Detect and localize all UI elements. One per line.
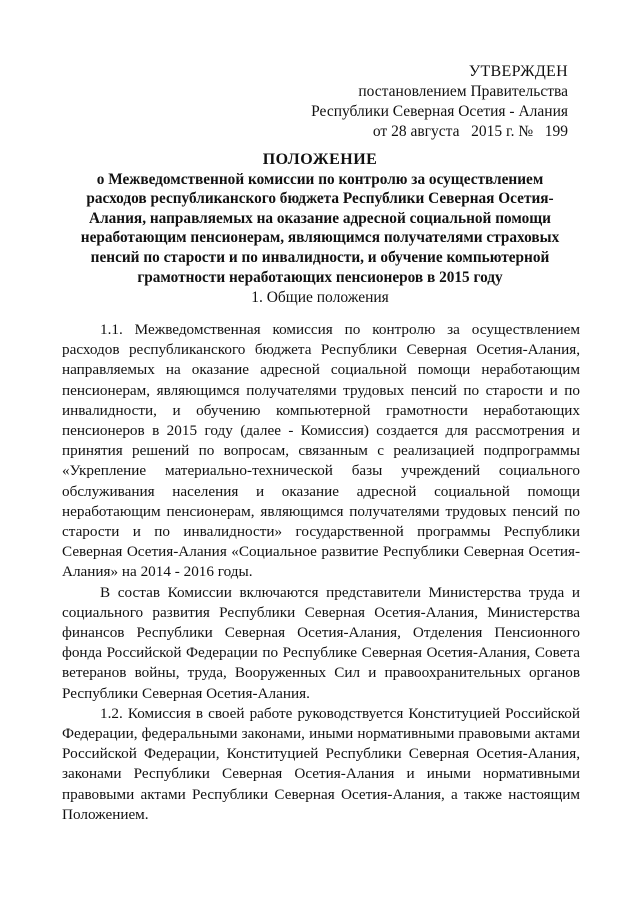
document-subtitle-line-4: неработающим пенсионерам, являющимся получателями страховых — [80, 229, 560, 247]
document-subtitle-line-2: расходов республиканского бюджета Республики Северная Осетия- — [86, 190, 554, 208]
paragraph-composition: В состав Комиссии включаются представители Министерства труда и социального развития Республики Северная Осетия-Алания, Министерства финансов Республики Северная Осетия-Алания, Отделения Пенсионного фонда Российской Федерации по Республике Северная Осетия-Алания, Совета ветеранов войны, труда, Вооруженных Сил и правоохранительных органов Республики Северная Осетия-Алания. — [62, 583, 580, 702]
approval-stamp — [311, 62, 568, 142]
approval-line-1: постановлением Правительства — [358, 83, 568, 100]
document-body — [62, 320, 580, 825]
approval-title: УТВЕРЖДЕН — [468, 63, 568, 80]
section-heading: 1. Общие положения — [251, 289, 389, 306]
paragraph-1-2: 1.2. Комиссия в своей работе руководствуется Конституцией Российской Федерации, федеральными законами, иными нормативными правовыми актами Российской Федерации, Конституцией Республики Северная Осетия-Алания, законами Республики Северная Осетия-Алания и иными нормативными правовыми актами Республики Северная Осетия-Алания, а также настоящим Положением. — [62, 704, 580, 823]
document-subtitle-line-3: Алания, направляемых на оказание адресной социальной помощи — [89, 209, 551, 227]
document-title: ПОЛОЖЕНИЕ — [262, 151, 378, 168]
document-subtitle-line-5: пенсий по старости и по инвалидности, и обучение компьютерной — [90, 248, 550, 266]
document-subtitle-line-1: о Межведомственной комиссии по контролю за осуществлением — [96, 170, 544, 188]
paragraph-1-1: 1.1. Межведомственная комиссия по контролю за осуществлением расходов республиканского бюджета Республики Северная Осетия-Алания, направляемых на оказание адресной социальной помощи неработающим пенсионерам, являющимся получателями трудовых пенсий по старости и по инвалидности, и обучению компьютерной грамотности неработающих пенсионеров в 2015 году (далее - Комиссия) создается для рассмотрения и принятия решений по вопросам, связанным с реализацией подпрограммы «Укрепление материально-технической базы учреждений социального обслуживания населения и оказание адресной социальной помощи неработающим пенсионерам, являющимся получателями трудовых пенсий по старости и по инвалидности» государственной программы Республики Северная Осетия-Алания «Социальное развитие Республики Северная Осетия-Алания» на 2014 - 2016 годы. — [62, 321, 580, 581]
approval-line-3: от 28 августа 2015 г. № 199 — [372, 123, 568, 140]
approval-line-2: Республики Северная Осетия - Алания — [311, 103, 568, 120]
document-title-block — [62, 150, 578, 287]
document-subtitle-line-6: грамотности неработающих пенсионеров в 2015 году — [137, 268, 503, 286]
